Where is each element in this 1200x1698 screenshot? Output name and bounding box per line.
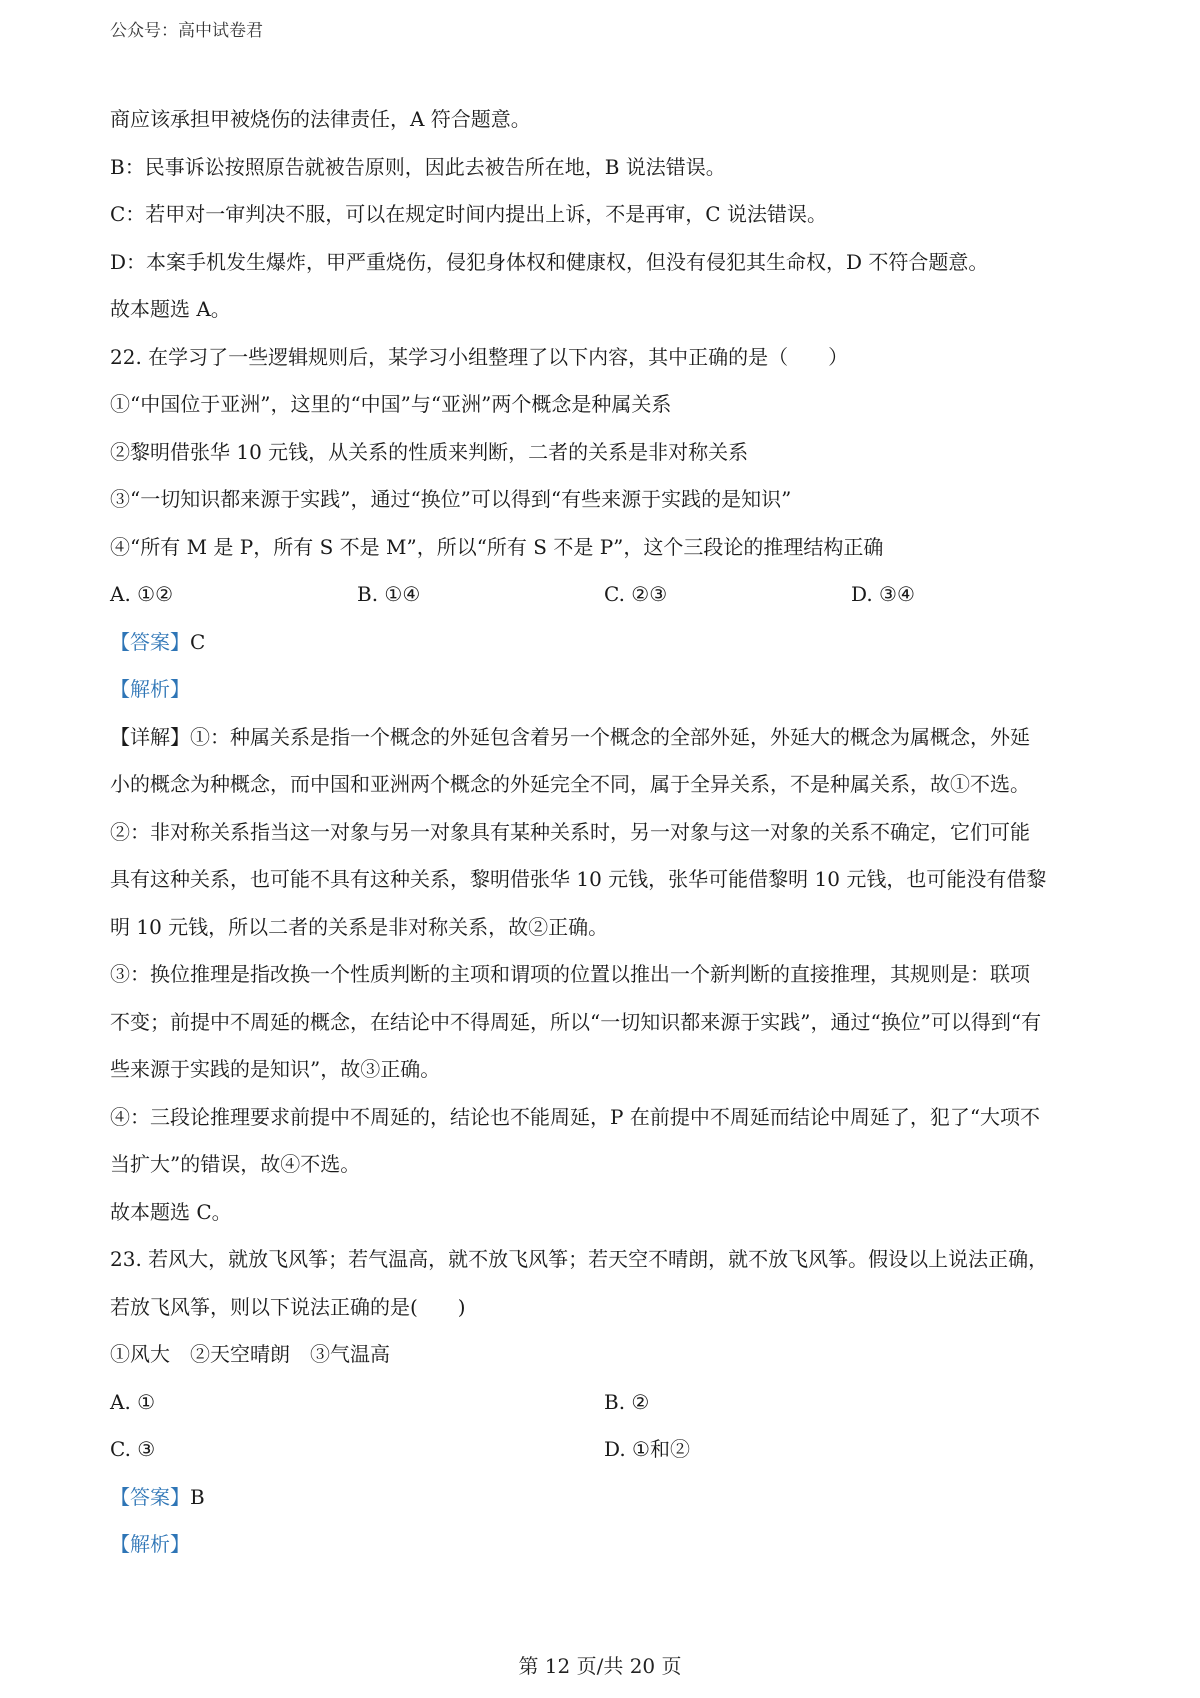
answer-value: C [190,629,206,654]
option-b: B. ② [604,1389,650,1414]
question-22-item: ③“一切知识都来源于实践”，通过“换位”可以得到“有些来源于实践的是知识” [110,487,792,511]
detail-line: ③：换位推理是指改换一个性质判断的主项和谓项的位置以推出一个新判断的直接推理，其规则是：联项 [110,962,1030,986]
detail-line: 【详解】①：种属关系是指一个概念的外延包含着另一个概念的全部外延，外延大的概念为属概念，外延 [110,724,1030,749]
answer-tag: 【答案】 [110,1484,190,1509]
page-number: 第 12 页/共 20 页 [518,1654,682,1678]
option-a: A. ① [110,1389,156,1414]
detail-line: 当扩大”的错误，故④不选。 [110,1152,361,1176]
question-23-items: ①风大 ②天空晴朗 ③气温高 [110,1342,390,1366]
text-line: B：民事诉讼按照原告就被告原则，因此去被告所在地，B 说法错误。 [110,154,726,179]
detail-line: 些来源于实践的是知识”，故③正确。 [110,1057,441,1081]
detail-line: ②：非对称关系指当这一对象与另一对象具有某种关系时，另一对象与这一对象的关系不确定，它们可能 [110,819,1030,844]
analysis-tag: 【解析】 [110,677,190,701]
question-22-options [110,571,1100,619]
text-line: 故本题选 A。 [110,297,231,321]
question-23-options-row [110,1426,1100,1474]
detail-line: 故本题选 C。 [110,1199,232,1224]
detail-line: ④：三段论推理要求前提中不周延的，结论也不能周延，P 在前提中不周延而结论中周延了，犯了“大项不 [110,1104,1041,1129]
text-line: C：若甲对一审判决不服，可以在规定时间内提出上诉，不是再审，C 说法错误。 [110,202,827,226]
analysis-tag: 【解析】 [110,1532,190,1556]
detail-line: 具有这种关系，也可能不具有这种关系，黎明借张华 10 元钱，张华可能借黎明 10 元钱，也可能没有借黎 [110,867,1047,891]
question-22-stem: 22. 在学习了一些逻辑规则后，某学习小组整理了以下内容，其中正确的是（ ） [110,344,849,369]
text-line: 商应该承担甲被烧伤的法律责任，A 符合题意。 [110,107,531,131]
option-b: B. ①④ [357,582,421,606]
question-23-stem: 若放飞风筝，则以下说法正确的是( ) [110,1294,466,1319]
question-22-item: ④“所有 M 是 P，所有 S 不是 M”，所以“所有 S 不是 P”，这个三段论的推理结构正确 [110,534,884,559]
answer-value: B [190,1484,205,1509]
question-23-analysis [110,1521,1100,1569]
option-c: C. ②③ [604,582,668,606]
option-a: A. ①② [110,582,174,606]
question-23-stem: 23. 若风大，就放飞风筝；若气温高，就不放飞风筝；若天空不晴朗，就不放飞风筝。假设以上说法正确， [110,1247,1049,1271]
question-22-item: ②黎明借张华 10 元钱，从关系的性质来判断，二者的关系是非对称关系 [110,439,749,464]
option-c: C. ③ [110,1437,156,1461]
text-line: D：本案手机发生爆炸，甲严重烧伤，侵犯身体权和健康权，但没有侵犯其生命权，D 不符合题意。 [110,249,989,274]
document-body [110,96,1100,1569]
question-22-analysis [110,666,1100,714]
detail-line: 不变；前提中不周延的概念，在结论中不得周延，所以“一切知识都来源于实践”，通过“换位”可以得到“有 [110,1009,1042,1034]
question-22-item: ①“中国位于亚洲”，这里的“中国”与“亚洲”两个概念是种属关系 [110,392,672,416]
option-d: D. ③④ [851,582,915,606]
detail-line: 明 10 元钱，所以二者的关系是非对称关系，故②正确。 [110,914,609,939]
question-23-answer [110,1474,1100,1522]
question-22-answer [110,619,1100,667]
page-header: 公众号：高中试卷君 [110,21,263,41]
question-23-options-row [110,1379,1100,1427]
answer-tag: 【答案】 [110,629,190,654]
detail-line: 小的概念为种概念，而中国和亚洲两个概念的外延完全不同，属于全异关系，不是种属关系，故①不选。 [110,772,1030,796]
option-d: D. ①和② [604,1437,690,1461]
